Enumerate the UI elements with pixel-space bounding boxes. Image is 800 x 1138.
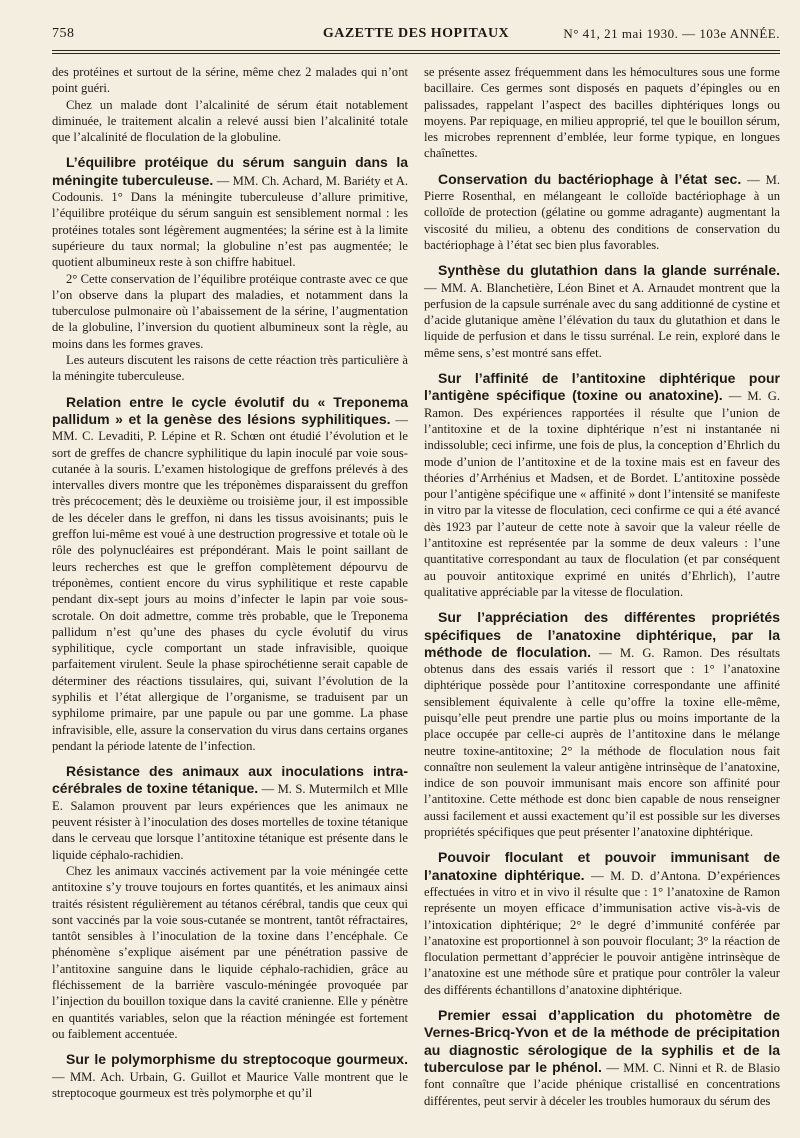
section [424,171,780,253]
section-text: — MM. Ach. Urbain, G. Guillot et Maurice Valle montrent que le streptocoque gourmeux est très polymorphe et qu’il [52,1069,408,1100]
paragraph: Les auteurs discutent les raisons de cette réaction très particulière à la méningite tuberculeuse. [52,353,408,384]
section-text: — MM. A. Blanchetière, Léon Binet et A. Arnaudet montrent que la perfusion de la capsule surrénale avec du sang additionné de cystine et d’acide glutanique amène l’élévation du taux du glutathion et dans le liquide de perfusion et dans le tissu surrénal. Le rein, exploré dans le même sens, s’est montré sans effet. [424,280,780,360]
section-text: — MM. C. Levaditi, P. Lépine et R. Schœn ont étudié l’évolution et le sort de greffes de chancre syphilitique du lapin inoculé par voie sous-cutanée à la souris. L’examen histologique de greffons prélevés à des intervalles divers montre que les tréponèmes disparaissent du greffon très précocement; dès le deuxième ou troisième jour, il est impossible de les déceler dans le greffon, ni dans les tissus avoisinants; puis le greffon lui-même est voué à une destruction progressive et totale où le rôle des polynucléaires est prépondérant. Mais le point saillant de leurs recherches est que le greffon complètement dépourvu de tréponèmes, contient encore du virus syphilitique et reste capable pendant dix-sept jours au moins d’infecter le lapin par voie sous-scrotale. On doit admettre, comme très probable, que le Treponema pallidum n’est qu’une des phases du cycle évolutif du virus syphilitique, cycle comportant un stade infravisible, quoique parfaitement virulent. Seule la phase spirochétienne serait capable de déterminer des réactions tissulaires, qui, suivant l’évolution de la syphilis et l’état allergique de l’organisme, se traduisent par un syphilome primaire, par une papule ou par une gomme. La phase infravisible, elle, assure la conservation du virus dans certains organes pendant la période latente de l’infection. [52,412,408,753]
paragraph: se présente assez fréquemment dans les hémocultures sous une forme bacillaire. Ces germes sont disposés en paquets d’épingles ou en palissades, rappelant l’aspect des bacilles diphtériques longs ou moyens. Par repiquage, en milieu approprié, tel que le bouillon sérum, les microbes reprennent d’emblée, leur forme typique, en longues chaînettes. [424,65,780,161]
header-rule-thin [52,53,780,54]
section-text: — M. D. d’Antona. D’expériences effectuées in vitro et in vivo il résulte que : 1° l’anatoxine de Ramon représente un moyen efficace d’immunisation active vis-à-vis de l’intoxication diphtérique; 2° le degré d’immunité conférée par l’anatoxine est proportionnel à son pouvoir floculant; 3° la réaction de floculation permettant d’apprécier le pouvoir antigène intrinsèque de l’anatoxine est une méthode sûre et pratique pour contrôler la valeur des différents échantillons d’anatoxine diphtérique. [424,868,780,997]
section [424,262,780,361]
section [424,849,780,998]
section-title: Synthèse du glutathion dans la glande surrénale. [438,262,780,279]
section-title: Sur l’appréciation des différentes propriétés spécifiques de l’anatoxine diphtérique, par la méthode de floculation. [424,609,780,660]
section-title: L’équilibre protéique du sérum sanguin dans la méningite tuberculeuse. [52,154,408,188]
section [52,154,408,384]
section [52,394,408,755]
paragraph: Chez un malade dont l’alcalinité de sérum était notablement diminuée, le traitement alcalin a relevé aussi bien l’alcalinité totale que l’alcalinité de floculation de la globuline. [52,97,408,145]
section-text: — M. S. Mutermilch et Mlle E. Salamon prouvent par leurs expériences que les animaux ne peuvent résister à l’inoculation des doses mortelles de toxine tétanique dans le cerveau que lorsque l’antitoxine tétanique est présente dans le liquide céphalo-rachidien. [52,782,409,862]
section [52,763,408,1042]
section-title: Sur l’affinité de l’antitoxine diphtérique pour l’antigène spécifique (toxine ou anatoxine). [424,370,780,404]
paragraph: 2° Cette conservation de l’équilibre protéique contraste avec ce que l’on observe dans la plupart des maladies, et notamment dans la tuberculose pulmonaire où l’abaissement de la sérine, l’augmentation de la globuline, l’inversion du quotient albumineux sont la règle, au moins dans les formes graves. [52,271,408,351]
section-title: Conservation du bactériophage à l’état sec. [438,170,742,187]
section-text: — M. G. Ramon. Des résultats obtenus dans des essais variés il ressort que : 1° l’anatoxine diphtérique possède pour l’antitoxine correspondante une affinité sensiblement équivalente à celle qu’offre la toxine elle-même, puisqu’elle peut prendre une partie plus ou moins importante de la place occupée par celle-ci auprès de l’antitoxine dans le mélange neutre toxine-antitoxine; 2° la méthode de floculation nous fait connaître non seulement la valeur antigène intrinsèque de l’anatoxine, indice de son pouvoir immunisant mais encore son affinité pour l’antitoxine. Cette méthode est donc bien capable de nous renseigner aussi facilement et aussi exactement qu’il est possible sur les diverses propriétés spécifiques que peut présenter l’anatoxine diphtérique. [424,645,780,840]
section-text: — MM. Ch. Achard, M. Bariéty et A. Codounis. 1° Dans la méningite tuberculeuse d’allure primitive, l’équilibre protéique du sérum sanguin est sensiblement normal : les protéines totales sont légèrement augmentées; la sérine est à la limite supérieure du taux normal; la globuline n’est pas augmentée; le quotient albumineux reste à son chiffre habituel. [52,173,408,270]
section-text: — MM. C. Ninni et R. de Blasio font connaître que l’acide phénique cristallisé en concentrations différentes, peut servir à déceler les troubles humoraux du sérum des [424,1060,780,1108]
journal-title: GAZETTE DES HOPITAUX [322,26,510,41]
section-text: — M. G. Ramon. Des expériences rapportées il résulte que l’union de l’antitoxine et de la toxine diphtérique n’est ni instantanée ni indissoluble; ceci infirme, une fois de plus, la conception d’Ehrlich du mode d’union de l’antitoxine et de la toxine mais est en faveur des théories d’Arrhénius et Madsen, et de Bordet. L’antitoxine possède pour l’antigène spécifique une « affinité » dont l’intensité se manifeste in vitro par la vitesse de floculation, ceci confirme ce qui a été avancé dès 1923 par l’auteur de cette note à savoir que la valeur réelle de l’antitoxine est représentée par la somme de deux valeurs : l’une quantitative correspondant au taux de floculation (et par conséquent au pouvoir antitoxique exprimé en unités d’Ehrlich), l’autre qualitative appréciable par la vitesse de floculation. [424,389,781,599]
section-title: Sur le polymorphisme du streptocoque gourmeux. [66,1051,408,1068]
left-column [52,64,408,1109]
section-title: Premier essai d’application du photomètre de Vernes-Bricq-Yvon et de la méthode de précipitation au diagnostic sérologique de la syphilis et de la tuberculose par le phénol. [424,1007,780,1075]
section-text: — M. Pierre Rosenthal, en mélangeant le colloïde bactériophage à un colloïde de protection (gélatine ou gomme adragante) augmentant la viscosité du milieu, a obtenu des conditions de conservation du bactériophage à l’état sec bien plus favorables. [424,172,781,252]
issue-info: N° 41, 21 mai 1930. — 103e ANNÉE. [563,26,780,41]
section [424,370,780,600]
paragraph: des protéines et surtout de la sérine, même chez 2 malades qui n’ont point guéri. [52,65,408,96]
page-header [52,20,780,44]
article-columns [52,64,780,1109]
section [52,1051,408,1101]
right-column [424,64,780,1109]
continuation-block [424,64,780,162]
paragraph: Chez les animaux vaccinés activement par la voie méningée cette antitoxine s’y trouve toujours en fortes quantités, et les animaux ainsi traités résistent régulièrement au tétanos cérébral, tandis que ceux qui sont vaccinés par la voie sous-cutanée se montrent, tantôt réfractaires, tantôt sensibles à l’inoculation de la toxine dans l’encéphale. Ce phénomène s’explique aisément par une pénétration passive de l’antitoxine sanguine dans le liquide céphalo-rachidien, grâce au fléchissement de la barrière vasculo-méningée provoquée par l’injection du bouillon toxique dans la cavité cranienne. Elle y pénètre en quantités variables, selon que la réaction méningée est fortement ou faiblement accentuée. [52,863,408,1041]
section [424,609,780,840]
section-title: Résistance des animaux aux inoculations intra-cérébrales de toxine tétanique. [52,763,408,797]
section-title: Pouvoir floculant et pouvoir immunisant de l’anatoxine diphtérique. [424,849,780,883]
header-rule [52,50,780,51]
section [424,1007,780,1109]
section-title: Relation entre le cycle évolutif du « Treponema pallidum » et la genèse des lésions syphilitiques. [52,393,408,427]
continuation-block [52,64,408,145]
page-number: 758 [52,26,75,41]
